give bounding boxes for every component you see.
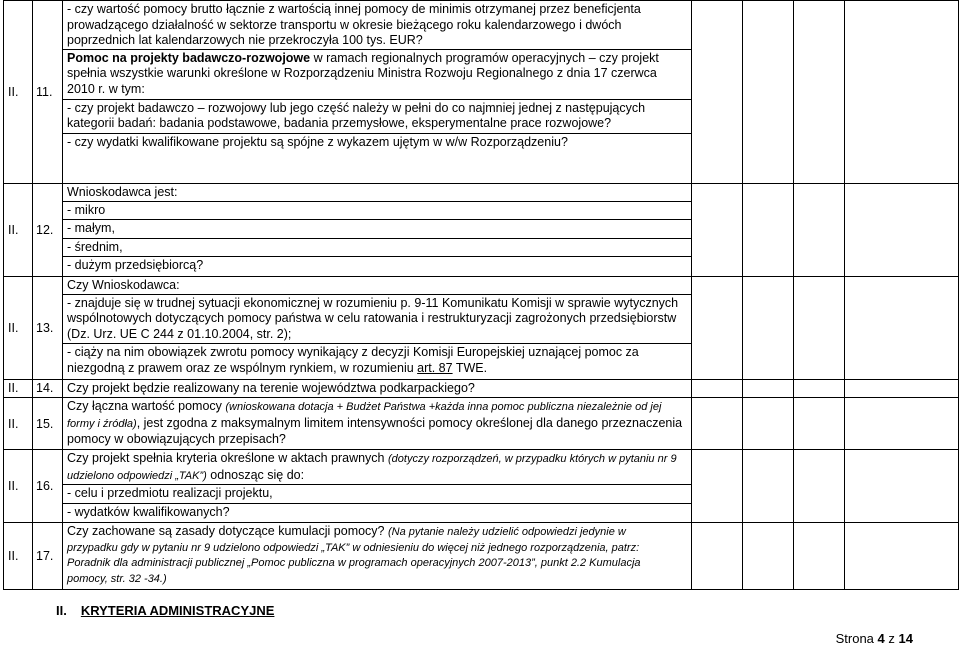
answer-cell [743,449,794,522]
question-cell: Czy zachowane są zasady dotyczące kumulacji pomocy? (Na pytanie należy udzielić odpowiedzi jedynie w przypadku gdy w pytaniu nr 9 udzielono odpowiedzi „TAK” w odniesieniu do więcej niż jednego rozporządzenia, patrz: Poradnik dla administracji publicznej „Pomoc publiczna w programach operacyjnych 2007-2013”, punkt 2.2 Kumulacja pomocy, str. 32 -34.) [63,523,692,589]
question-cell: Czy projekt będzie realizowany na terenie województwa podkarpackiego? [63,379,692,398]
row-number: 14. [33,379,63,398]
answer-cell [692,523,743,589]
row-roman: II. [4,1,33,184]
comment-cell [845,184,959,277]
comment-cell [845,449,959,522]
answer-cell [794,379,845,398]
row-roman: II. [4,379,33,398]
comment-cell [845,1,959,184]
answer-cell [743,276,794,379]
answer-cell [794,184,845,277]
answer-cell [692,1,743,184]
question-cell: Czy łączna wartość pomocy (wnioskowana dotacja + Budżet Państwa +każda inna pomoc publiczna niezależnie od jej formy i źródła), jest zgodna z maksymalnym limitem intensywności pomocy określonej dla danego przeznaczenia pomocy w obowiązujących przepisach? [63,398,692,450]
row-roman: II. [4,276,33,379]
criteria-table [3,0,959,590]
question-cell: - czy wartość pomocy brutto łącznie z wartością innej pomocy de minimis otrzymanej przez beneficjenta prowadzącego działalność w sektorze transportu w okresie bieżącego roku kalendarzowego i dwóch poprzednich lat kalendarzowych nie przekroczyła 100 tys. EUR? Pomoc na projekty badawczo-rozwojowe w ramach regionalnych programów operacyjnych – czy projekt spełnia wszystkie warunki określone w Rozporządzeniu Ministra Rozwoju Regionalnego z dnia 17 czerwca 2010 r. w tym: - czy projekt badawczo – rozwojowy lub jego część należy w pełni do co najmniej jednej z następujących kategorii badań: badania podstawowe, badania przemysłowe, eksperymentalne prace rozwojowe? - czy wydatki kwalifikowane projektu są spójne z wykazem ujętym w w/w Rozporządzeniu? [63,1,692,184]
row-roman: II. [4,398,33,450]
comment-cell [845,276,959,379]
row-roman: II. [4,184,33,277]
comment-cell [845,379,959,398]
comment-cell [845,398,959,450]
section-heading [56,603,274,618]
question-cell: Czy Wnioskodawca: - znajduje się w trudnej sytuacji ekonomicznej w rozumieniu p. 9-11 Komunikatu Komisji w sprawie wytycznych wspólnotowych dotyczących pomocy państwa w celu ratowania i restrukturyzacji zagrożonych przedsiębiorstw (Dz. Urz. UE C 244 z 01.10.2004, str. 2); - ciąży na nim obowiązek zwrotu pomocy wynikający z decyzji Komisji Europejskiej uznającej pomoc za niezgodną z prawem oraz ze wspólnym rynkiem, w rozumieniu art. 87 TWE. [63,276,692,379]
question-cell: Czy projekt spełnia kryteria określone w aktach prawnych (dotyczy rozporządzeń, w przypadku których w pytaniu nr 9 udzielono odpowiedzi „TAK”) odnosząc się do: - celu i przedmiotu realizacji projektu, - wydatków kwalifikowanych? [63,449,692,522]
table-row [4,398,959,450]
answer-cell [743,398,794,450]
row-roman: II. [4,523,33,589]
row-number: 16. [33,449,63,522]
table-row [4,379,959,398]
legal-reference-link[interactable]: art. 87 [417,360,453,375]
row-number: 15. [33,398,63,450]
answer-cell [692,184,743,277]
answer-cell [692,276,743,379]
row-number: 12. [33,184,63,277]
answer-cell [743,184,794,277]
section-number: II. [56,603,67,618]
table-row [4,1,959,184]
answer-cell [692,398,743,450]
current-page: 4 [877,631,885,646]
page-indicator: Strona 4 z 14 [835,631,913,646]
table-row [4,523,959,589]
table-row [4,449,959,522]
answer-cell [794,1,845,184]
row-number: 13. [33,276,63,379]
answer-cell [794,398,845,450]
comment-cell [845,523,959,589]
table-row [4,184,959,277]
table-row [4,276,959,379]
answer-cell [794,276,845,379]
answer-cell [743,1,794,184]
answer-cell [743,523,794,589]
question-cell: Wnioskodawca jest: - mikro - małym, - średnim, - dużym przedsiębiorcą? [63,184,692,277]
total-pages: 14 [898,631,913,646]
answer-cell [692,379,743,398]
row-number: 11. [33,1,63,184]
section-title: KRYTERIA ADMINISTRACYJNE [80,603,275,618]
answer-cell [794,449,845,522]
row-number: 17. [33,523,63,589]
answer-cell [692,449,743,522]
answer-cell [794,523,845,589]
answer-cell [743,379,794,398]
row-roman: II. [4,449,33,522]
